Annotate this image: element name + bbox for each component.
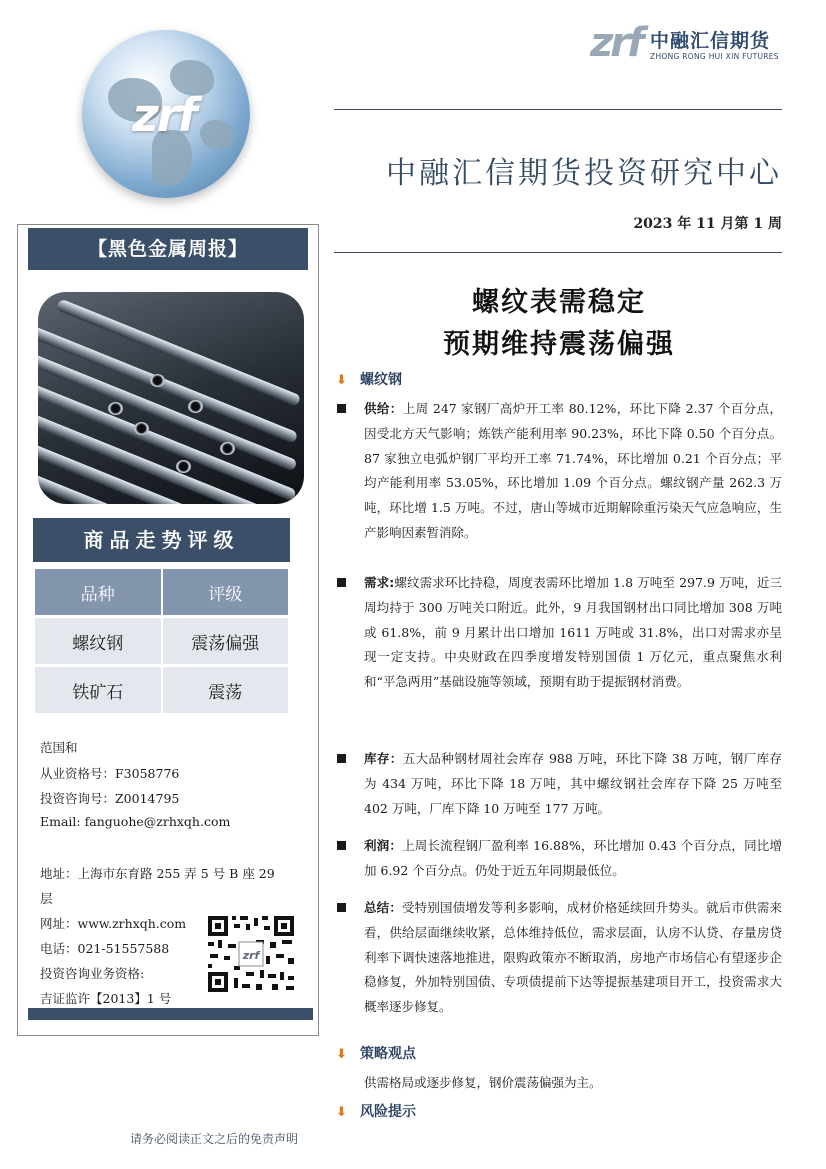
bullet-text: 受特别国债增发等利多影响，成材价格延续回升势头。就后市供需来看，供给层面继续收紧，总体维持低位，需求层面，认房不认贷、存量房贷利率下调快速落地推进，限购政策亦不断取消，房地产市场信心有望逐步企稳修复，外加特别国债、专项债提前下达等提振基建项目开工，投资需求大概率逐步修复。 [364, 900, 782, 1015]
rating-product: 螺纹钢 [35, 618, 161, 664]
bullet-square-icon [337, 404, 346, 413]
svg-text:zrf: zrf [242, 949, 260, 962]
section-strategy-label: 策略观点 [360, 1046, 416, 1062]
globe-brand-mark: zrf [132, 88, 196, 142]
bullet-square-icon [337, 578, 346, 587]
qr-code-icon [206, 914, 296, 994]
logo-mark: zrf [590, 20, 642, 66]
bullet-profit [337, 834, 782, 884]
bullet-label: 需求: [364, 575, 395, 590]
bullet-text: 上周 247 家钢厂高炉开工率 80.12%，环比下降 2.37 个百分点，因受北方天气影响；炼铁产能利用率 90.23%，环比下降 0.50 个百分点。87 家独立电弧炉钢厂平均开工率 71.74%，环比增加 0.21 个百分点；平均产能利用率 53.05%，环比增加 1.09 个百分点。螺纹钢产量 262.3 万吨，环比增 1.5 万吨。不过，唐山等城市近期解除重污染天气应急响应，生产影响因素暂消除。 [364, 401, 782, 540]
bullet-square-icon [337, 841, 346, 850]
company-qualification: 投资咨询业务资格: [40, 966, 145, 981]
rating-table [33, 566, 290, 716]
arrow-icon: ⬇ [336, 1105, 347, 1120]
rating-value: 震荡偏强 [163, 618, 289, 664]
bullet-label: 利润： [364, 838, 403, 853]
rating-header-product: 品种 [35, 569, 161, 615]
report-title-line1: 螺纹表需稳定 [472, 287, 646, 318]
arrow-icon: ⬇ [336, 1047, 347, 1062]
section-risk [336, 1101, 416, 1121]
section-rebar-label: 螺纹钢 [360, 372, 402, 388]
company-phone: 电话：021-51557588 [40, 941, 170, 956]
header-divider-bottom [334, 252, 782, 253]
bullet-square-icon [337, 754, 346, 763]
bullet-label: 总结： [364, 900, 403, 915]
rating-product: 铁矿石 [35, 667, 161, 713]
section-strategy [336, 1043, 416, 1063]
bullet-square-icon [337, 903, 346, 912]
company-address: 地址：上海市东育路 255 弄 5 号 B 座 29 [40, 866, 275, 881]
logo-chinese-name: 中融汇信期货 [650, 30, 771, 52]
globe-logo [82, 30, 250, 198]
research-center-title: 中融汇信期货投资研究中心 [386, 156, 782, 191]
header-divider-top [334, 109, 782, 110]
analyst-license: 从业资格号：F3058776 [40, 766, 180, 781]
rating-value: 震荡 [163, 667, 289, 713]
company-website[interactable]: 网址：www.zrhxqh.com [40, 916, 187, 931]
analyst-name: 范国和 [40, 740, 78, 755]
bullet-label: 库存： [364, 751, 403, 766]
sidebar-footer-bar [28, 1008, 313, 1020]
bullet-summary [337, 896, 782, 1020]
rating-section-title: 商品走势评级 [33, 518, 290, 562]
bullet-label: 供给： [364, 401, 403, 416]
analyst-advisor-number: 投资咨询号：Z0014795 [40, 791, 180, 806]
bullet-text: 螺纹需求环比持稳，周度表需环比增加 1.8 万吨至 297.9 万吨，近三周均持于 300 万吨关口附近。此外，9 月我国钢材出口同比增加 308 万吨或 61.8%，前 9 月累计出口增加 1611 万吨或 31.8%，出口对需求亦呈现一定支持。中央财政在四季度增发特别国债 1 万亿元，重点聚焦水利和“平急两用”基础设施等领域，预期有助于提振钢材消费。 [364, 575, 783, 690]
disclaimer-footer: 请务必阅读正文之后的免责声明 [130, 1132, 299, 1146]
report-title-line2: 预期维持震荡偏强 [443, 329, 675, 360]
analyst-email[interactable]: Email: fanguohe@zrhxqh.com [40, 814, 231, 829]
table-row [35, 618, 288, 664]
logo-english-name: ZHONG RONG HUI XIN FUTURES [650, 52, 779, 61]
report-type-banner: 【黑色金属周报】 [28, 228, 308, 270]
rating-header-rating: 评级 [163, 569, 289, 615]
bullet-text: 五大品种钢材周社会库存 988 万吨，环比下降 38 万吨，钢厂库存为 434 万吨，环比下降 18 万吨，其中螺纹钢社会库存下降 25 万吨至 402 万吨，厂库下降 10 万吨至 177 万吨。 [364, 751, 782, 816]
section-risk-label: 风险提示 [360, 1104, 416, 1120]
bullet-text: 上周长流程钢厂盈利率 16.88%，环比增加 0.43 个百分点，同比增加 6.92 个百分点。仍处于近五年同期最低位。 [364, 838, 782, 878]
rating-table-header-row [35, 569, 288, 615]
company-permit: 吉证监许【2013】1 号 [40, 991, 172, 1006]
steel-pipes-image [38, 292, 304, 504]
strategy-text: 供需格局或逐步修复，钢价震荡偏强为主。 [364, 1075, 602, 1090]
company-logo [590, 20, 790, 68]
report-week: 2023 年 11 月第 1 周 [633, 216, 782, 232]
bullet-demand [337, 571, 782, 695]
table-row [35, 667, 288, 713]
bullet-inventory [337, 747, 782, 821]
section-rebar [336, 369, 402, 389]
arrow-icon: ⬇ [336, 373, 347, 388]
bullet-supply [337, 397, 782, 546]
company-address-cont: 层 [40, 891, 53, 906]
